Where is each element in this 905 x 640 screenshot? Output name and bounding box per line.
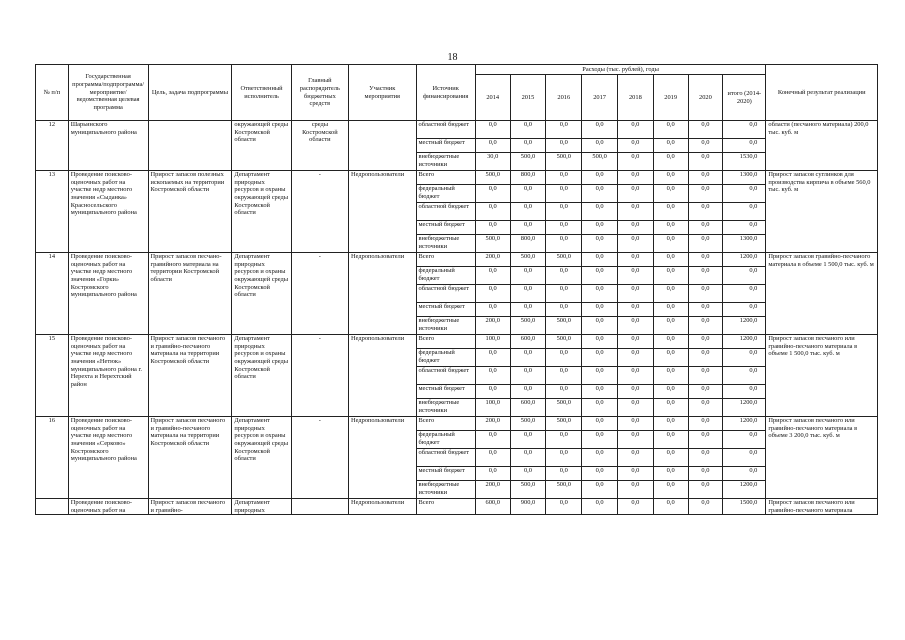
value-cell: 0,0	[653, 203, 688, 221]
source-cell: областной бюджет	[416, 121, 475, 139]
participant-cell: Недропользователи	[349, 417, 417, 499]
value-cell: 0,0	[653, 367, 688, 385]
value-cell: 0,0	[475, 385, 510, 399]
value-cell: 0,0	[582, 303, 618, 317]
total-cell: 1200,0	[723, 481, 766, 499]
value-cell: 0,0	[510, 267, 546, 285]
value-cell: 0,0	[688, 349, 723, 367]
source-cell: Всего	[416, 253, 475, 267]
total-cell: 0,0	[723, 121, 766, 139]
source-cell: внебюджетные источники	[416, 235, 475, 253]
value-cell: 0,0	[582, 253, 618, 267]
value-cell: 100,0	[475, 335, 510, 349]
total-cell: 1200,0	[723, 399, 766, 417]
manager-cell: среды Костромской области	[291, 121, 348, 171]
header-year: 2017	[582, 75, 618, 121]
source-cell: местный бюджет	[416, 303, 475, 317]
value-cell: 200,0	[475, 481, 510, 499]
value-cell: 0,0	[617, 171, 653, 185]
executor-cell: Департамент природных ресурсов и охраны окружающей среды Костромской области	[232, 335, 291, 417]
manager-cell: -	[291, 335, 348, 417]
value-cell: 0,0	[617, 349, 653, 367]
result-cell: Прирост запасов песчаного или гравийно-песчаного материала в объеме 3 200,0 тыс. куб. м	[766, 417, 878, 499]
goal-cell: Прирост запасов песчаного и гравийно-	[148, 499, 232, 515]
value-cell: 0,0	[688, 267, 723, 285]
value-cell: 0,0	[688, 481, 723, 499]
value-cell: 0,0	[617, 417, 653, 431]
value-cell: 0,0	[617, 203, 653, 221]
value-cell: 0,0	[688, 399, 723, 417]
source-cell: областной бюджет	[416, 285, 475, 303]
total-cell: 1530,0	[723, 153, 766, 171]
program-cell: Шарьинского муниципального района	[68, 121, 148, 171]
program-cell: Проведение поисково-оценочных работ на	[68, 499, 148, 515]
value-cell: 0,0	[653, 317, 688, 335]
value-cell: 0,0	[475, 367, 510, 385]
goal-cell: Прирост запасов полезных ископаемых на территории Костромской области	[148, 171, 232, 253]
value-cell: 0,0	[510, 385, 546, 399]
manager-cell	[291, 499, 348, 515]
value-cell: 0,0	[582, 185, 618, 203]
value-cell: 500,0	[510, 153, 546, 171]
value-cell: 0,0	[546, 267, 582, 285]
total-cell: 0,0	[723, 449, 766, 467]
value-cell: 500,0	[546, 417, 582, 431]
table-row	[36, 499, 878, 515]
source-cell: федеральный бюджет	[416, 431, 475, 449]
value-cell: 0,0	[653, 267, 688, 285]
value-cell: 0,0	[688, 139, 723, 153]
value-cell: 0,0	[688, 171, 723, 185]
value-cell: 0,0	[510, 449, 546, 467]
value-cell: 0,0	[688, 253, 723, 267]
value-cell: 0,0	[510, 203, 546, 221]
header-num: № п/п	[36, 65, 69, 121]
value-cell: 0,0	[617, 153, 653, 171]
header-expenses: Расходы (тыс. рублей), годы	[475, 65, 766, 75]
source-cell: Всего	[416, 171, 475, 185]
value-cell: 0,0	[617, 385, 653, 399]
source-cell: внебюджетные источники	[416, 317, 475, 335]
header-manager: Главный распорядитель бюджетных средств	[291, 65, 348, 121]
value-cell: 0,0	[582, 221, 618, 235]
value-cell: 0,0	[510, 139, 546, 153]
value-cell: 0,0	[475, 431, 510, 449]
header-source: Источник финансирования	[416, 65, 475, 121]
total-cell: 1200,0	[723, 335, 766, 349]
value-cell: 0,0	[546, 349, 582, 367]
page-number: 18	[447, 52, 458, 63]
value-cell: 0,0	[582, 235, 618, 253]
value-cell: 0,0	[617, 449, 653, 467]
value-cell: 0,0	[582, 417, 618, 431]
table-row	[36, 335, 878, 349]
value-cell: 500,0	[510, 317, 546, 335]
goal-cell: Прирост запасов песчано-гравийного материала на территории Костромской области	[148, 253, 232, 335]
value-cell: 0,0	[475, 121, 510, 139]
value-cell: 100,0	[475, 399, 510, 417]
value-cell: 0,0	[688, 499, 723, 515]
source-cell: федеральный бюджет	[416, 267, 475, 285]
value-cell: 0,0	[617, 499, 653, 515]
value-cell: 0,0	[688, 153, 723, 171]
value-cell: 600,0	[510, 335, 546, 349]
result-cell: области (песчаного материала) 200,0 тыс. куб. м	[766, 121, 878, 171]
value-cell: 0,0	[653, 335, 688, 349]
value-cell: 0,0	[653, 431, 688, 449]
value-cell: 500,0	[510, 253, 546, 267]
source-cell: местный бюджет	[416, 139, 475, 153]
participant-cell: Недропользователи	[349, 253, 417, 335]
value-cell: 0,0	[617, 481, 653, 499]
row-number: 15	[36, 335, 69, 417]
manager-cell: -	[291, 253, 348, 335]
value-cell: 0,0	[688, 221, 723, 235]
value-cell: 0,0	[688, 385, 723, 399]
value-cell: 0,0	[510, 185, 546, 203]
value-cell: 0,0	[546, 139, 582, 153]
header-year: 2014	[475, 75, 510, 121]
row-number: 14	[36, 253, 69, 335]
value-cell: 0,0	[688, 335, 723, 349]
value-cell: 0,0	[653, 349, 688, 367]
value-cell: 0,0	[582, 317, 618, 335]
value-cell: 0,0	[475, 267, 510, 285]
row-number: 16	[36, 417, 69, 499]
row-number: 12	[36, 121, 69, 171]
source-cell: областной бюджет	[416, 203, 475, 221]
program-cell: Проведение поисково-оценочных работ на участке недр местного значения «Нетюк» муниципального района г. Нерехта и Нерехтский район	[68, 335, 148, 417]
value-cell: 0,0	[653, 285, 688, 303]
total-cell: 1300,0	[723, 235, 766, 253]
value-cell: 0,0	[510, 349, 546, 367]
value-cell: 0,0	[688, 467, 723, 481]
total-cell: 0,0	[723, 385, 766, 399]
value-cell: 0,0	[688, 203, 723, 221]
participant-cell	[349, 121, 417, 171]
total-cell: 0,0	[723, 221, 766, 235]
value-cell: 0,0	[617, 335, 653, 349]
value-cell: 0,0	[653, 185, 688, 203]
total-cell: 1500,0	[723, 499, 766, 515]
value-cell: 500,0	[475, 171, 510, 185]
value-cell: 0,0	[617, 431, 653, 449]
total-cell: 0,0	[723, 203, 766, 221]
value-cell: 0,0	[475, 303, 510, 317]
executor-cell: Департамент природных ресурсов и охраны окружающей среды Костромской области	[232, 417, 291, 499]
value-cell: 500,0	[546, 153, 582, 171]
source-cell: областной бюджет	[416, 449, 475, 467]
total-cell: 0,0	[723, 367, 766, 385]
value-cell: 800,0	[510, 171, 546, 185]
value-cell: 0,0	[582, 481, 618, 499]
executor-cell: Департамент природных ресурсов и охраны окружающей среды Костромской области	[232, 171, 291, 253]
goal-cell: Прирост запасов песчаного и гравийно-песчаного материала на территории Костромской области	[148, 335, 232, 417]
header-result: Конечный результат реализации	[766, 65, 878, 121]
value-cell: 0,0	[617, 235, 653, 253]
value-cell: 0,0	[617, 121, 653, 139]
value-cell: 0,0	[546, 221, 582, 235]
value-cell: 0,0	[617, 317, 653, 335]
value-cell: 0,0	[546, 121, 582, 139]
value-cell: 0,0	[617, 267, 653, 285]
value-cell: 0,0	[688, 449, 723, 467]
value-cell: 0,0	[582, 385, 618, 399]
total-cell: 1200,0	[723, 253, 766, 267]
value-cell: 200,0	[475, 317, 510, 335]
value-cell: 0,0	[582, 467, 618, 481]
value-cell: 0,0	[475, 139, 510, 153]
value-cell: 500,0	[546, 481, 582, 499]
goal-cell: Прирост запасов песчаного и гравийно-песчаного материала на территории Костромской области	[148, 417, 232, 499]
value-cell: 0,0	[617, 139, 653, 153]
participant-cell: Недропользователи	[349, 171, 417, 253]
total-cell: 1300,0	[723, 171, 766, 185]
source-cell: областной бюджет	[416, 367, 475, 385]
source-cell: Всего	[416, 335, 475, 349]
value-cell: 0,0	[653, 303, 688, 317]
table-row	[36, 171, 878, 185]
header-year: 2018	[617, 75, 653, 121]
row-number: 13	[36, 171, 69, 253]
value-cell: 0,0	[653, 171, 688, 185]
table-body	[36, 121, 878, 515]
value-cell: 600,0	[510, 399, 546, 417]
value-cell: 0,0	[653, 399, 688, 417]
value-cell: 0,0	[653, 121, 688, 139]
value-cell: 0,0	[475, 285, 510, 303]
header-participant: Участник мероприятия	[349, 65, 417, 121]
source-cell: внебюджетные источники	[416, 481, 475, 499]
value-cell: 800,0	[510, 235, 546, 253]
value-cell: 0,0	[653, 153, 688, 171]
header-year: 2015	[510, 75, 546, 121]
value-cell: 0,0	[582, 349, 618, 367]
value-cell: 0,0	[546, 303, 582, 317]
source-cell: внебюджетные источники	[416, 153, 475, 171]
value-cell: 0,0	[688, 417, 723, 431]
value-cell: 0,0	[688, 317, 723, 335]
total-cell: 0,0	[723, 185, 766, 203]
result-cell: Прирост запасов суглинков для производства кирпича в объеме 560,0 тыс. куб. м	[766, 171, 878, 253]
value-cell: 0,0	[546, 467, 582, 481]
value-cell: 600,0	[475, 499, 510, 515]
source-cell: федеральный бюджет	[416, 185, 475, 203]
value-cell: 0,0	[688, 185, 723, 203]
header-goal: Цель, задача подпрограммы	[148, 65, 232, 121]
source-cell: местный бюджет	[416, 467, 475, 481]
source-cell: федеральный бюджет	[416, 349, 475, 367]
goal-cell	[148, 121, 232, 171]
value-cell: 0,0	[546, 285, 582, 303]
value-cell: 0,0	[688, 285, 723, 303]
participant-cell: Недропользователи	[349, 335, 417, 417]
source-cell: местный бюджет	[416, 385, 475, 399]
row-number	[36, 499, 69, 515]
value-cell: 0,0	[582, 449, 618, 467]
value-cell: 0,0	[510, 303, 546, 317]
value-cell: 0,0	[617, 367, 653, 385]
total-cell: 0,0	[723, 303, 766, 317]
header-executor: Ответственный исполнитель	[232, 65, 291, 121]
total-cell: 0,0	[723, 467, 766, 481]
value-cell: 200,0	[475, 253, 510, 267]
table-row	[36, 253, 878, 267]
value-cell: 0,0	[475, 349, 510, 367]
total-cell: 0,0	[723, 139, 766, 153]
value-cell: 0,0	[510, 367, 546, 385]
value-cell: 0,0	[617, 467, 653, 481]
value-cell: 0,0	[510, 221, 546, 235]
value-cell: 0,0	[546, 431, 582, 449]
value-cell: 0,0	[475, 449, 510, 467]
value-cell: 0,0	[546, 203, 582, 221]
value-cell: 0,0	[510, 467, 546, 481]
value-cell: 0,0	[653, 139, 688, 153]
result-cell: Прирост запасов гравийно-песчаного материала в объеме 1 500,0 тыс. куб. м	[766, 253, 878, 335]
value-cell: 0,0	[617, 399, 653, 417]
value-cell: 0,0	[582, 499, 618, 515]
table-row	[36, 121, 878, 139]
manager-cell: -	[291, 171, 348, 253]
value-cell: 0,0	[582, 139, 618, 153]
value-cell: 0,0	[582, 399, 618, 417]
total-cell: 0,0	[723, 285, 766, 303]
participant-cell: Недропользователи	[349, 499, 417, 515]
value-cell: 0,0	[653, 385, 688, 399]
source-cell: местный бюджет	[416, 221, 475, 235]
manager-cell: -	[291, 417, 348, 499]
program-cell: Проведение поисково-оценочных работ на участке недр местного значения «Сыданка» Красносельского муниципального района	[68, 171, 148, 253]
value-cell: 0,0	[688, 235, 723, 253]
value-cell: 500,0	[582, 153, 618, 171]
value-cell: 0,0	[510, 285, 546, 303]
value-cell: 0,0	[510, 121, 546, 139]
executor-cell: окружающей среды Костромской области	[232, 121, 291, 171]
value-cell: 0,0	[582, 203, 618, 221]
value-cell: 0,0	[546, 385, 582, 399]
value-cell: 0,0	[475, 467, 510, 481]
value-cell: 0,0	[475, 185, 510, 203]
value-cell: 0,0	[688, 121, 723, 139]
value-cell: 0,0	[653, 467, 688, 481]
value-cell: 0,0	[617, 185, 653, 203]
value-cell: 500,0	[546, 399, 582, 417]
value-cell: 0,0	[653, 417, 688, 431]
program-cell: Проведение поисково-оценочных работ на участке недр местного значения «Серково» Костромского муниципального района	[68, 417, 148, 499]
value-cell: 0,0	[617, 253, 653, 267]
value-cell: 500,0	[475, 235, 510, 253]
total-cell: 0,0	[723, 349, 766, 367]
value-cell: 0,0	[546, 367, 582, 385]
header-year: 2020	[688, 75, 723, 121]
result-cell: Прирост запасов песчаного или гравийно-песчаного материала	[766, 499, 878, 515]
value-cell: 500,0	[510, 481, 546, 499]
header-total: итого (2014-2020)	[723, 75, 766, 121]
value-cell: 0,0	[688, 367, 723, 385]
value-cell: 0,0	[582, 431, 618, 449]
value-cell: 0,0	[688, 303, 723, 317]
value-cell: 0,0	[582, 121, 618, 139]
value-cell: 0,0	[617, 303, 653, 317]
source-cell: внебюджетные источники	[416, 399, 475, 417]
value-cell: 0,0	[582, 267, 618, 285]
header-year: 2016	[546, 75, 582, 121]
total-cell: 1200,0	[723, 317, 766, 335]
value-cell: 0,0	[688, 431, 723, 449]
value-cell: 0,0	[653, 235, 688, 253]
total-cell: 0,0	[723, 267, 766, 285]
program-cell: Проведение поисково-оценочных работ на участке недр местного значения «Горки» Костромского муниципального района	[68, 253, 148, 335]
value-cell: 0,0	[653, 449, 688, 467]
value-cell: 0,0	[510, 431, 546, 449]
value-cell: 0,0	[653, 253, 688, 267]
budget-table	[35, 64, 878, 515]
executor-cell: Департамент природных ресурсов и охраны окружающей среды Костромской области	[232, 253, 291, 335]
value-cell: 0,0	[546, 235, 582, 253]
value-cell: 0,0	[653, 499, 688, 515]
value-cell: 500,0	[510, 417, 546, 431]
header-year: 2019	[653, 75, 688, 121]
value-cell: 900,0	[510, 499, 546, 515]
value-cell: 200,0	[475, 417, 510, 431]
value-cell: 30,0	[475, 153, 510, 171]
value-cell: 0,0	[617, 221, 653, 235]
value-cell: 0,0	[582, 367, 618, 385]
value-cell: 0,0	[617, 285, 653, 303]
value-cell: 0,0	[582, 171, 618, 185]
value-cell: 0,0	[475, 203, 510, 221]
value-cell: 500,0	[546, 253, 582, 267]
value-cell: 0,0	[582, 335, 618, 349]
total-cell: 0,0	[723, 431, 766, 449]
value-cell: 0,0	[546, 499, 582, 515]
value-cell: 0,0	[582, 285, 618, 303]
value-cell: 500,0	[546, 317, 582, 335]
table-row	[36, 417, 878, 431]
value-cell: 0,0	[475, 221, 510, 235]
value-cell: 0,0	[546, 171, 582, 185]
result-cell: Прирост запасов песчаного или гравийно-песчаного материала в объеме 1 500,0 тыс. куб. м	[766, 335, 878, 417]
header-program: Государственная программа/подпрограмма/мероприятие/ведомственная целевая программа	[68, 65, 148, 121]
value-cell: 0,0	[546, 185, 582, 203]
value-cell: 500,0	[546, 335, 582, 349]
source-cell: Всего	[416, 417, 475, 431]
total-cell: 1200,0	[723, 417, 766, 431]
value-cell: 0,0	[653, 481, 688, 499]
executor-cell: Департамент природных	[232, 499, 291, 515]
value-cell: 0,0	[653, 221, 688, 235]
source-cell: Всего	[416, 499, 475, 515]
value-cell: 0,0	[546, 449, 582, 467]
